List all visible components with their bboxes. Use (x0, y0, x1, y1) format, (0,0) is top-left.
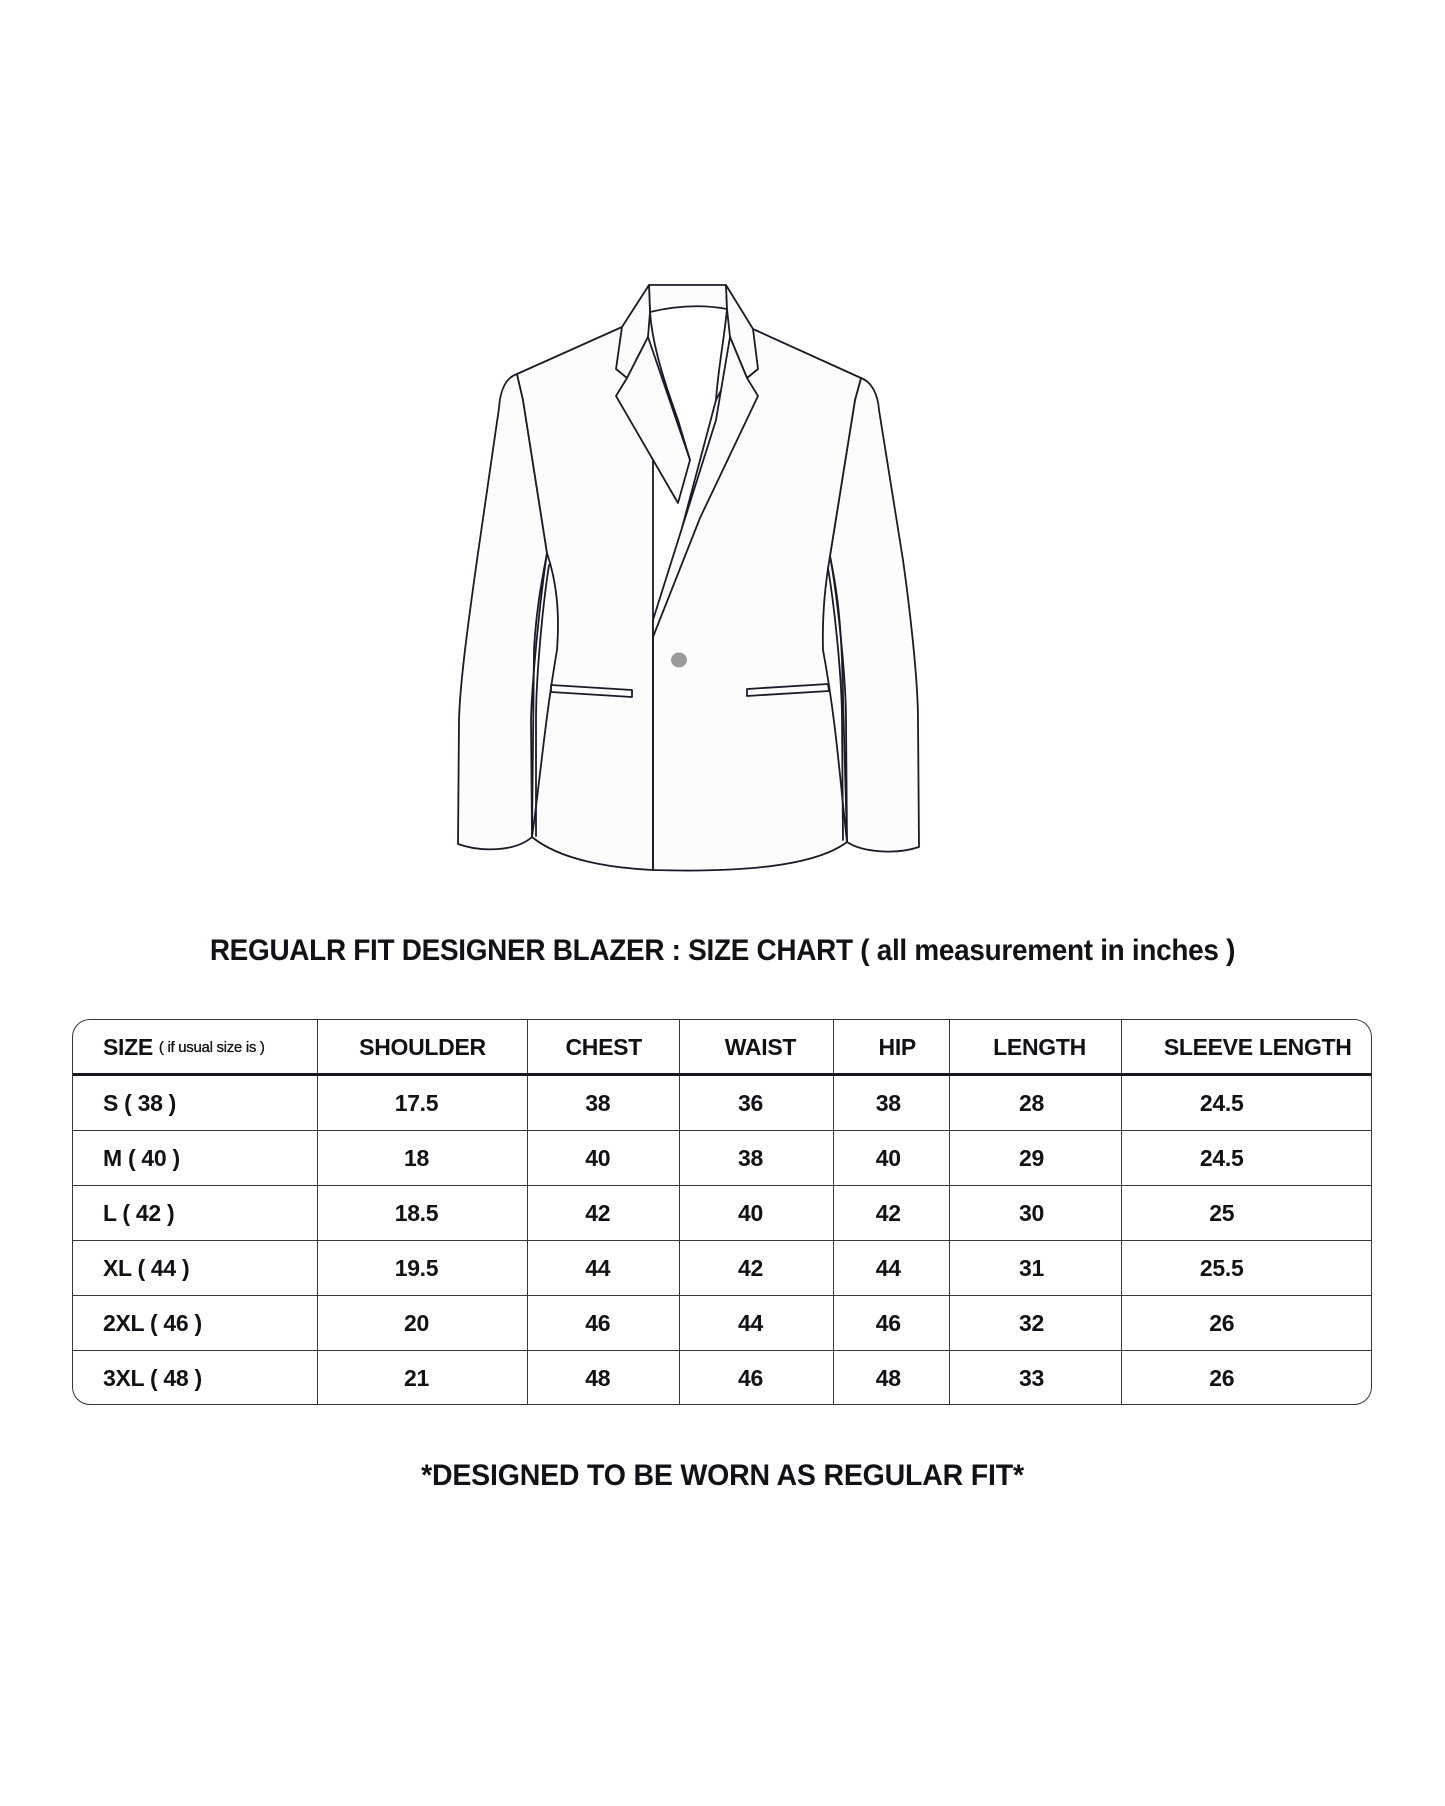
length-cell: 31 (950, 1241, 1123, 1295)
size-cell: S ( 38 ) (73, 1076, 318, 1130)
size-chart-title: REGUALR FIT DESIGNER BLAZER : SIZE CHART ( all measurement in inches ) (209, 934, 1236, 967)
chest-cell: 42 (528, 1186, 680, 1240)
length-cell: 29 (950, 1131, 1123, 1185)
length-cell: 32 (950, 1296, 1123, 1350)
hip-cell: 42 (834, 1186, 950, 1240)
header-waist-label: WAIST (724, 1034, 797, 1060)
shoulder-cell: 20 (318, 1296, 529, 1350)
header-length (950, 1020, 1123, 1073)
size-cell: 2XL ( 46 ) (73, 1296, 318, 1350)
header-sleeve-length-label: SLEEVE LENGTH (1163, 1034, 1352, 1060)
table-row (73, 1076, 1371, 1131)
waist-cell: 36 (680, 1076, 834, 1130)
table-row (73, 1296, 1371, 1351)
header-length-label: LENGTH (993, 1034, 1086, 1060)
size-cell: L ( 42 ) (73, 1186, 318, 1240)
header-chest-label: CHEST (565, 1034, 642, 1060)
header-size-label: SIZE (103, 1034, 153, 1060)
shoulder-cell: 17.5 (318, 1076, 529, 1130)
size-chart-table (72, 1019, 1372, 1405)
size-cell: 3XL ( 48 ) (73, 1351, 318, 1405)
header-size (73, 1020, 318, 1073)
length-cell: 28 (950, 1076, 1123, 1130)
header-chest (528, 1020, 680, 1073)
body-right-panel (653, 329, 861, 871)
sleeve-length-cell: 26 (1209, 1309, 1235, 1336)
hip-cell: 40 (834, 1131, 950, 1185)
table-row (73, 1241, 1371, 1296)
table-header-row (73, 1020, 1371, 1076)
shoulder-cell: 18.5 (318, 1186, 529, 1240)
waist-cell: 38 (680, 1131, 834, 1185)
chest-cell: 44 (528, 1241, 680, 1295)
chest-cell: 46 (528, 1296, 680, 1350)
shoulder-cell: 21 (318, 1351, 529, 1405)
sleeve-length-cell: 26 (1209, 1365, 1235, 1391)
chest-cell: 40 (528, 1131, 680, 1185)
header-hip-label: HIP (878, 1034, 916, 1060)
header-sleeve-length (1122, 1020, 1371, 1073)
waist-cell: 42 (680, 1241, 834, 1295)
waist-cell: 44 (680, 1296, 834, 1350)
chest-cell: 38 (528, 1076, 680, 1130)
shoulder-cell: 18 (318, 1131, 529, 1185)
waist-cell: 46 (680, 1351, 834, 1405)
blazer-illustration (0, 0, 1445, 900)
length-cell: 33 (950, 1351, 1123, 1405)
regular-fit-note: *DESIGNED TO BE WORN AS REGULAR FIT* (421, 1459, 1024, 1492)
header-size-sublabel: ( if usual size is ) (158, 1039, 265, 1056)
header-shoulder-label: SHOULDER (359, 1034, 486, 1060)
table-row (73, 1186, 1371, 1241)
sleeve-length-cell: 24.5 (1199, 1089, 1244, 1116)
hip-cell: 48 (834, 1351, 950, 1405)
button-icon (671, 653, 687, 668)
sleeve-length-cell: 25.5 (1199, 1254, 1244, 1281)
header-hip (834, 1020, 950, 1073)
size-cell: M ( 40 ) (73, 1131, 318, 1185)
hip-cell: 38 (834, 1076, 950, 1130)
chest-cell: 48 (528, 1351, 680, 1405)
hip-cell: 44 (834, 1241, 950, 1295)
hip-cell: 46 (834, 1296, 950, 1350)
collar-back (649, 285, 727, 312)
sleeve-length-cell: 24.5 (1199, 1144, 1244, 1171)
table-row (73, 1131, 1371, 1186)
sleeve-length-cell: 25 (1209, 1199, 1235, 1226)
size-cell: XL ( 44 ) (73, 1241, 318, 1295)
shoulder-cell: 19.5 (318, 1241, 529, 1295)
length-cell: 30 (950, 1186, 1123, 1240)
header-shoulder (318, 1020, 529, 1073)
header-waist (680, 1020, 834, 1073)
waist-cell: 40 (680, 1186, 834, 1240)
table-row (73, 1351, 1371, 1405)
